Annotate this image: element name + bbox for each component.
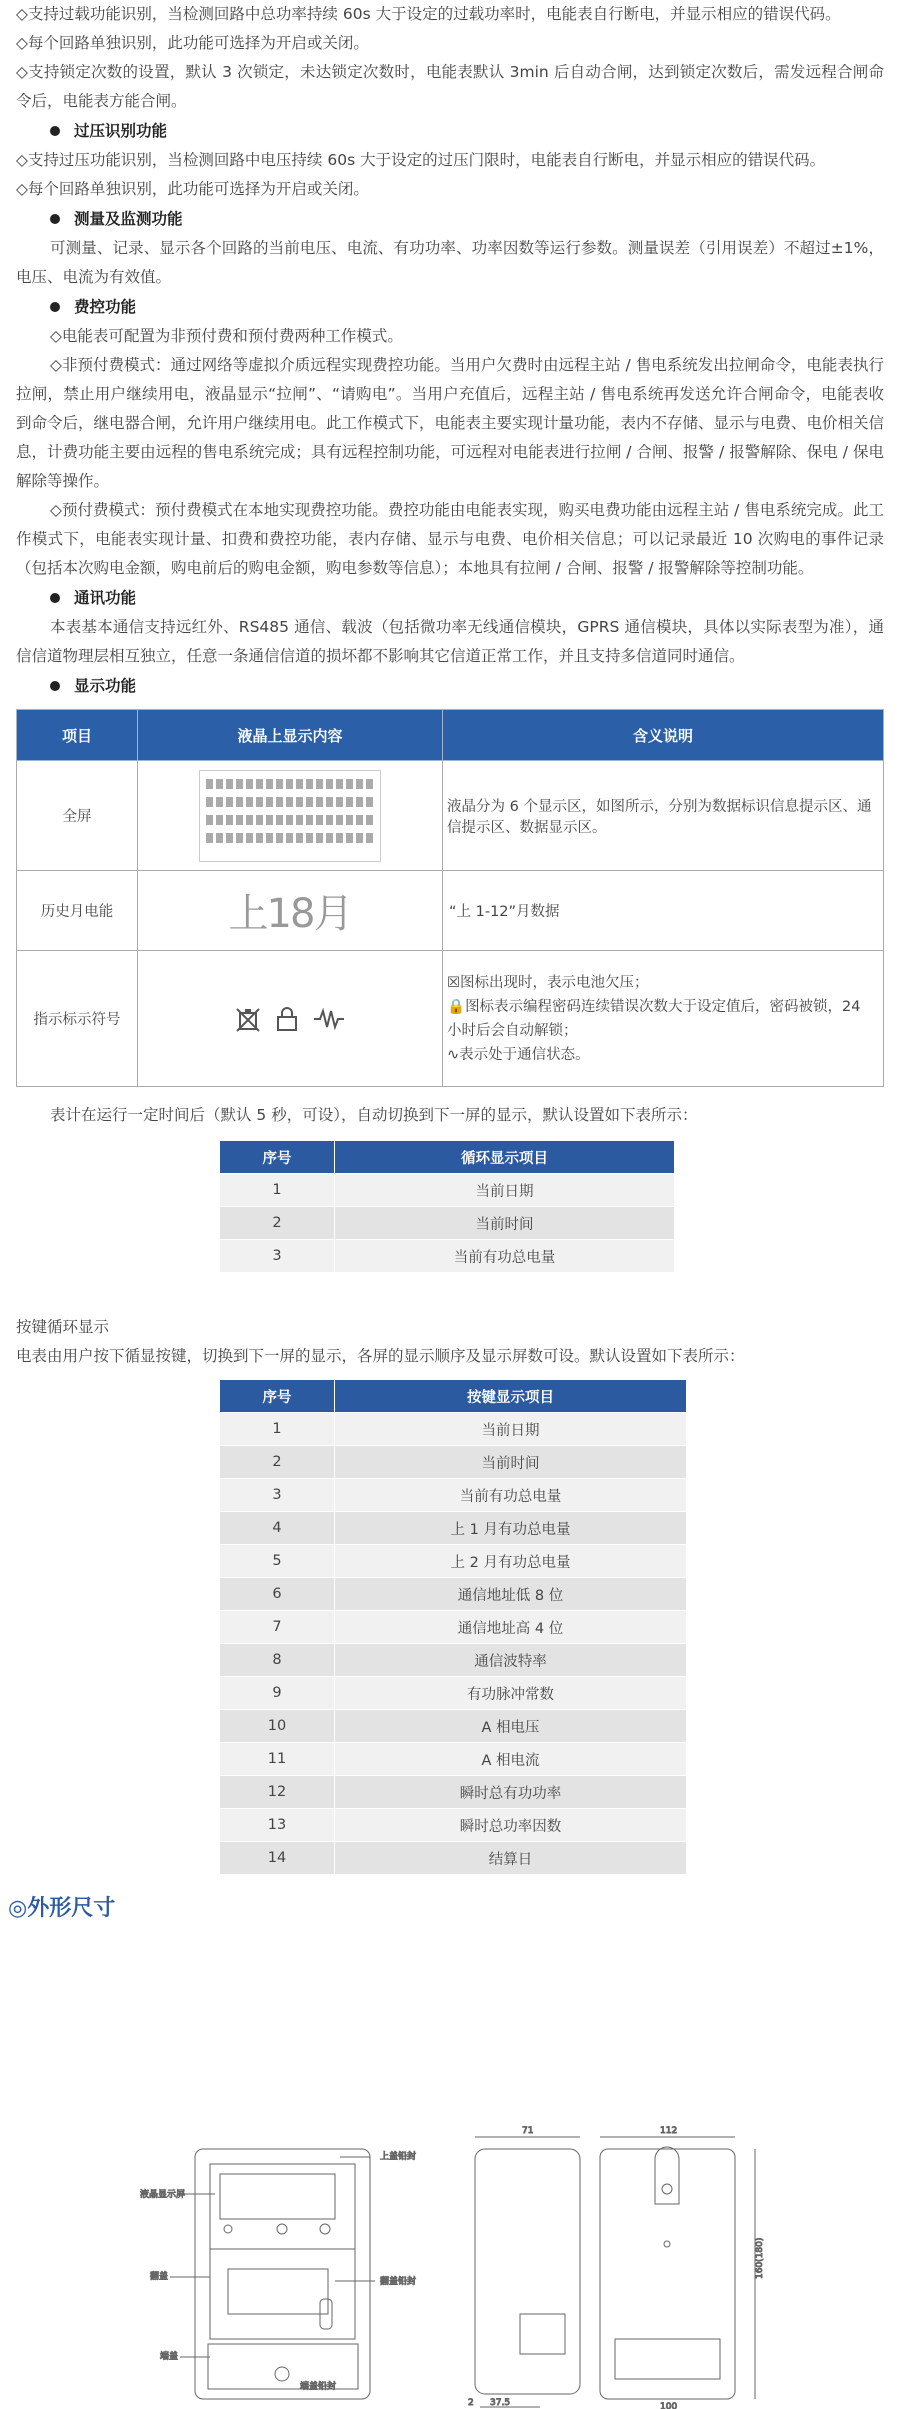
auto-header-index: 序号 (220, 1141, 335, 1174)
comm-text: 本表基本通信支持远红外、RS485 通信、载波（包括微功率无线通信模块，GPRS 通信模块，具体以实际表型为准），通信信道物理层相互独立，任意一条通信信道的损坏都不影响其它信道正常工作，并且支持多信道同时通信。 (16, 618, 884, 665)
label-top-seal: 上盖铅封 (380, 2152, 417, 2162)
label-terminal-seal: 端盖铅封 (300, 2382, 337, 2392)
billing-line-3: ◇预付费模式：预付费模式在本地实现费控功能。费控功能由电能表实现，购买电费功能由远程主站 / 售电系统完成。此工作模式下，电能表实现计量、扣费和费控功能，表内存储、显示与电费、电价相关信息；可以记录最近 10 次购电的事件记录（包括本次购电金额，购电前后的购电金额，购电参数等信息）；本地具有拉闸 / 合闸、报警 / 报警解除等控制功能。 (16, 501, 884, 577)
table-row: 11 A 相电流 (220, 1743, 687, 1776)
display-row-fullscreen-desc: 液晶分为 6 个显示区，如图所示，分别为数据标识信息提示区、通信提示区、数据显示区。 (443, 761, 884, 871)
display-row-icons-desc: ☒图标出现时，表示电池欠压； 🔒图标表示编程密码连续错误次数大于设定值后，密码被锁，24 小时后会自动解锁； ∿表示处于通信状态。 (443, 951, 884, 1087)
display-header-item: 项目 (17, 710, 138, 761)
intro-line-3: ◇支持锁定次数的设置，默认 3 次锁定，未达锁定次数时，电能表默认 3min 后自动合闸，达到锁定次数后，需发远程合闸命令后，电能表方能合闸。 (16, 63, 884, 110)
table-row: 4 上 1 月有功总电量 (220, 1512, 687, 1545)
lcd-history-image: 上18月 (138, 871, 443, 951)
table-row: 1 当前日期 (220, 1174, 675, 1207)
table-row: 14 结算日 (220, 1842, 687, 1875)
overvoltage-line-2: ◇每个回路单独识别，此功能可选择为开启或关闭。 (16, 180, 369, 198)
table-row: 5 上 2 月有功总电量 (220, 1545, 687, 1578)
billing-line-2: ◇非预付费模式：通过网络等虚拟介质远程实现费控功能。当用户欠费时由远程主站 / 售电系统发出拉闸命令，电能表执行拉闸，禁止用户继续用电，液晶显示“拉闸”、“请购电”。当用户充值后，远程主站 / 售电系统再发送允许合闸命令，电能表收到命令后，继电器合闸，允许用户继续用电。此工作模式下，电能表主要实现计量功能，表内不存储、显示与电费、电价相关信息，计费功能主要由远程的售电系统完成；具有远程控制功能，可远程对电能表进行拉闸 / 合闸、报警 / 报警解除、保电 / 保电解除等操作。 (16, 356, 885, 490)
display-table (16, 709, 884, 1087)
label-cover-seal: 翻盖铅封 (380, 2277, 417, 2287)
battery-low-icon-small: ☒ (447, 974, 460, 991)
lcd-fullscreen-image (138, 761, 443, 871)
display-heading: 显示功能 (16, 671, 884, 701)
table-row: 9 有功脉冲常数 (220, 1677, 687, 1710)
intro-line-2: ◇每个回路单独识别，此功能可选择为开启或关闭。 (16, 34, 369, 52)
table-row: 2 当前时间 (220, 1207, 675, 1240)
lock-icon-small: 🔒 (447, 998, 466, 1015)
measure-text: 可测量、记录、显示各个回路的当前电压、电流、有功功率、功率因数等运行参数。测量误差（引用误差）不超过±1%，电压、电流为有效值。 (16, 239, 884, 286)
table-row: 10 A 相电压 (220, 1710, 687, 1743)
communication-icon-small: ∿ (447, 1046, 460, 1063)
indicator-icons (138, 951, 443, 1087)
display-row-icons-item: 指示标示符号 (17, 951, 138, 1087)
table-row: 8 通信波特率 (220, 1644, 687, 1677)
back-width: 112 (660, 2126, 678, 2136)
table-row: 3 当前有功总电量 (220, 1479, 687, 1512)
table-row: 3 当前有功总电量 (220, 1240, 675, 1273)
comm-heading: 通讯功能 (16, 583, 884, 613)
label-terminal: 端盖 (160, 2352, 179, 2362)
bottom-width: 100 (660, 2402, 678, 2409)
overvoltage-heading: 过压识别功能 (16, 116, 884, 146)
overvoltage-line-1: ◇支持过压功能识别，当检测回路中电压持续 60s 大于设定的过压门限时，电能表自行断电，并显示相应的错误代码。 (16, 151, 826, 169)
table-row: 2 当前时间 (220, 1446, 687, 1479)
billing-heading: 费控功能 (16, 292, 884, 322)
display-row-history-item: 历史月电能 (17, 871, 138, 951)
dimensions-drawing (0, 2029, 900, 2409)
key-header-item: 按键显示项目 (335, 1380, 687, 1413)
key-header-index: 序号 (220, 1380, 335, 1413)
key-display-title: 按键循环显示 (16, 1318, 110, 1336)
document (8, 0, 885, 1922)
intro-line-1: ◇支持过载功能识别，当检测回路中总功率持续 60s 大于设定的过载功率时，电能表自行断电，并显示相应的错误代码。 (16, 5, 841, 23)
key-display-table (219, 1379, 687, 1875)
label-lcd: 液晶显示屏 (140, 2190, 186, 2200)
side-width: 71 (522, 2126, 534, 2136)
display-header-desc: 含义说明 (443, 710, 884, 761)
communication-icon (313, 1006, 345, 1032)
table-row: 1 当前日期 (220, 1413, 687, 1446)
table-row: 12 瞬时总有功功率 (220, 1776, 687, 1809)
measure-heading: 测量及监测功能 (16, 204, 884, 234)
table-row: 13 瞬时总功率因数 (220, 1809, 687, 1842)
lock-icon (275, 1006, 299, 1032)
auto-header-item: 循环显示项目 (335, 1141, 675, 1174)
display-row-fullscreen-item: 全屏 (17, 761, 138, 871)
key-display-text: 电表由用户按下循显按键，切换到下一屏的显示，各屏的显示顺序及显示屏数可设。默认设置如下表所示： (16, 1347, 745, 1365)
billing-line-1: ◇电能表可配置为非预付费和预付费两种工作模式。 (50, 327, 403, 345)
height-dim: 160(180) (755, 2237, 765, 2279)
table-row: 7 通信地址高 4 位 (220, 1611, 687, 1644)
auto-display-table (219, 1140, 675, 1273)
display-row-history-desc: “上 1-12”月数据 (443, 871, 884, 951)
label-cover: 翻盖 (150, 2272, 169, 2282)
dimensions-title: ◎外形尺寸 (8, 1896, 116, 1921)
display-header-lcd: 液晶上显示内容 (138, 710, 443, 761)
offset-dim: 37.5 (490, 2398, 511, 2408)
table-row: 6 通信地址低 8 位 (220, 1578, 687, 1611)
battery-low-icon (235, 1006, 261, 1032)
auto-display-text: 表计在运行一定时间后（默认 5 秒，可设），自动切换到下一屏的显示，默认设置如下表所示： (50, 1106, 698, 1124)
small-dim: 2 (468, 2398, 474, 2408)
